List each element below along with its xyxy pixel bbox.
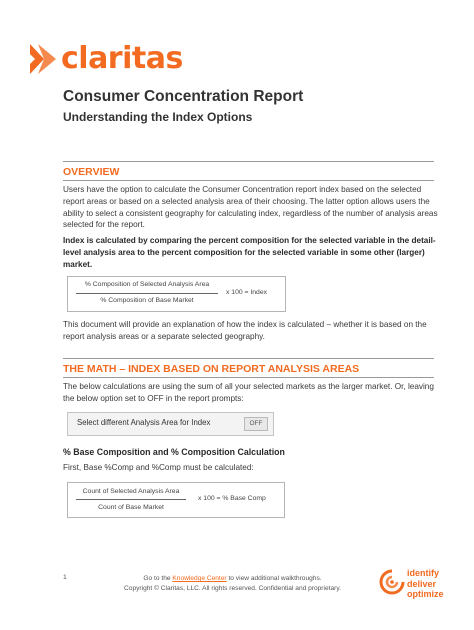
- identify-deliver-optimize-logo: [379, 568, 449, 608]
- formula-suffix: x 100 = % Base Comp: [198, 495, 266, 502]
- index-formula-box: [67, 276, 286, 312]
- footer-text: [110, 574, 355, 594]
- formula-numerator: Count of Selected Analysis Area: [82, 488, 180, 495]
- formula-denominator: % Composition of Base Market: [100, 297, 194, 304]
- math-heading: THE MATH – INDEX BASED ON REPORT ANALYSIS AREAS: [63, 363, 360, 375]
- target-swirl-icon: [379, 568, 405, 602]
- analysis-area-prompt: [67, 412, 274, 436]
- formula-suffix: x 100 = Index: [226, 289, 268, 296]
- brand-name: claritas: [61, 41, 183, 76]
- section-divider: [63, 377, 434, 378]
- section-divider: [63, 358, 434, 359]
- knowledge-center-link[interactable]: Knowledge Center: [172, 575, 227, 582]
- section-divider: [63, 161, 434, 162]
- math-subheading: % Base Composition and % Composition Calculation: [63, 447, 285, 457]
- fraction-line: [76, 293, 218, 294]
- tagline-deliver: deliver: [407, 578, 437, 589]
- page-number: 1: [63, 574, 67, 581]
- claritas-chevron-icon: [28, 42, 58, 76]
- math-intro: The below calculations are using the sum of all your selected markets as the larger market. Or, leaving the below option set to OFF in the report prompts:: [63, 382, 434, 403]
- base-comp-formula-box: [67, 482, 285, 518]
- overview-heading: OVERVIEW: [63, 166, 120, 178]
- fraction-line: [76, 499, 186, 500]
- section-divider: [63, 180, 434, 181]
- math-step: First, Base %Comp and %Comp must be calculated:: [63, 463, 254, 472]
- formula-numerator: % Composition of Selected Analysis Area: [84, 281, 210, 288]
- overview-intro: Users have the option to calculate the Consumer Concentration report index based on the selected report areas or based on a selected analysis area of their choosing. The latter option allows users the ability to select a consistent geography for calculating index, regardless of the number of analysis areas selected for the report.: [63, 185, 438, 230]
- tagline-optimize: optimize: [407, 589, 444, 599]
- overview-bold-note: Index is calculated by comparing the percent composition for the selected variable in the detail-level analysis area to the percent composition for the selected variable in some other (larger) market.: [63, 236, 436, 269]
- analysis-area-toggle[interactable]: OFF: [244, 417, 268, 431]
- copyright-line: Copyright © Claritas, LLC. All rights reserved. Confidential and proprietary.: [124, 585, 341, 592]
- prompt-label: Select different Analysis Area for Index: [77, 418, 211, 427]
- formula-denominator: Count of Base Market: [98, 504, 164, 511]
- overview-closing: This document will provide an explanation of how the index is calculated – whether it is based on the report analysis areas or a separate selected geography.: [63, 320, 427, 341]
- footer-line1-suffix: to view additional walkthroughs.: [226, 575, 322, 582]
- page-title: Consumer Concentration Report: [63, 88, 304, 105]
- tagline-identify: identify: [407, 568, 440, 578]
- footer-line1-prefix: Go to the: [143, 575, 173, 582]
- page-subtitle: Understanding the Index Options: [63, 110, 253, 124]
